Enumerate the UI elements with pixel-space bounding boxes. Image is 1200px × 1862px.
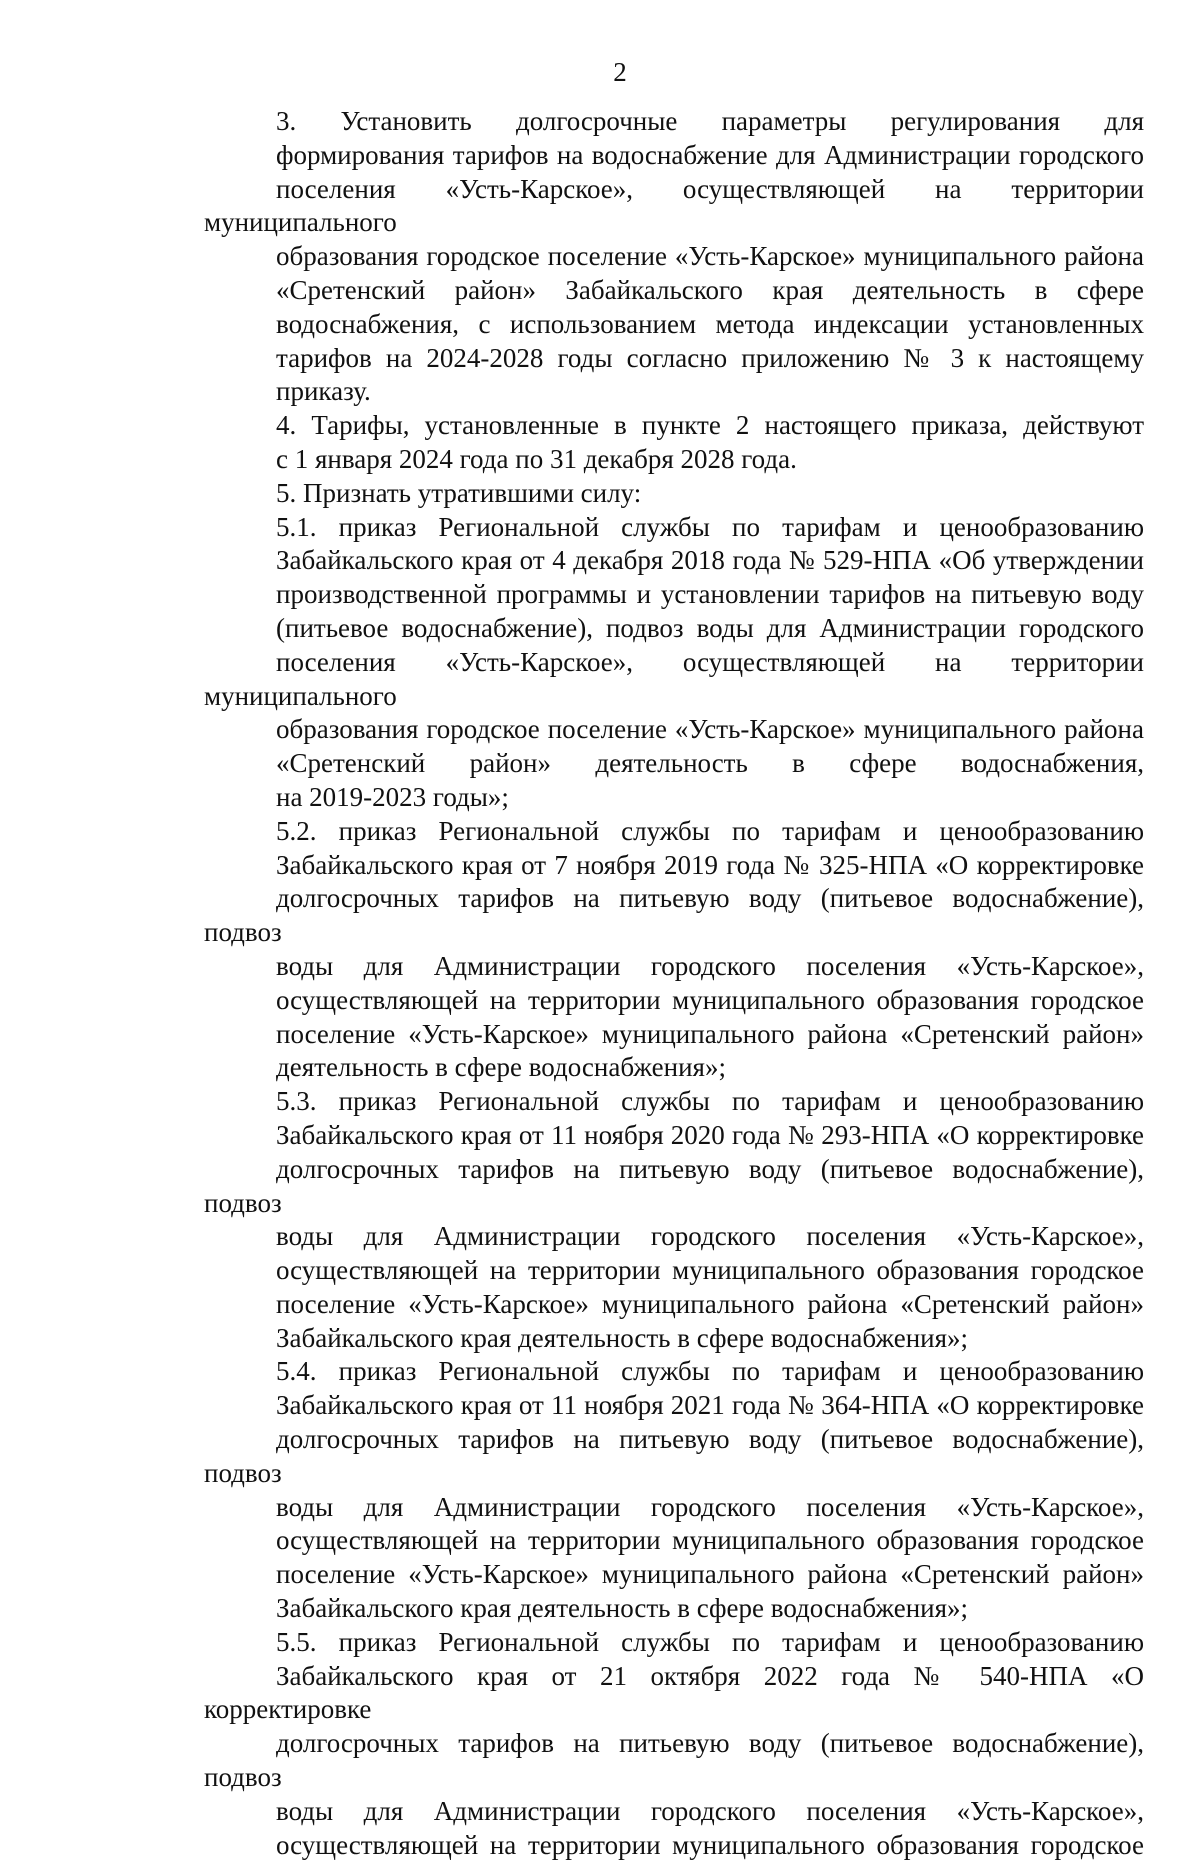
text-line: Забайкальского края деятельность в сфере водоснабжения»; [276, 1593, 969, 1624]
text-line: Забайкальского края деятельность в сфере водоснабжения»; [276, 1322, 969, 1353]
text-line: с 1 января 2024 года по 31 декабря 2028 года. [276, 443, 797, 474]
text-line: образования городское поселение «Усть-Карское» муниципального района [276, 714, 1144, 745]
text-line: образования городское поселение «Усть-Карское» муниципального района [276, 241, 1144, 272]
text-line: воды для Администрации городского поселения «Усть-Карское», [276, 1491, 1144, 1522]
text-line: Забайкальского края от 11 ноября 2021 года № 364-НПА «О корректировке [276, 1390, 1144, 1421]
text-line: поселение «Усть-Карское» муниципального района «Сретенский район» [276, 1559, 1144, 1590]
text-line: осуществляющей на территории муниципального образования городское [276, 1525, 1144, 1556]
clause-4 [204, 409, 1144, 477]
text-line: Забайкальского края от 7 ноября 2019 года № 325-НПА «О корректировке [276, 849, 1144, 880]
clause-5-4 [204, 1355, 1144, 1625]
text-line: 5.3. приказ Региональной службы по тарифам и ценообразованию [276, 1086, 1144, 1117]
text-line: поселения «Усть-Карское», осуществляющей на территории муниципального [204, 173, 1144, 238]
text-line: долгосрочных тарифов на питьевую воду (питьевое водоснабжение), подвоз [204, 1153, 1144, 1218]
text-line: 5.1. приказ Региональной службы по тарифам и ценообразованию [276, 511, 1144, 542]
text-line: приказу. [276, 376, 371, 407]
clause-5-3 [204, 1085, 1144, 1355]
text-line: деятельность в сфере водоснабжения»; [276, 1052, 726, 1083]
document-body [204, 105, 1144, 1862]
text-line: Забайкальского края от 4 декабря 2018 года № 529-НПА «Об утверждении [276, 545, 1144, 576]
text-line: 4. Тарифы, установленные в пункте 2 настоящего приказа, действуют [276, 410, 1144, 441]
text-line: «Сретенский район» деятельность в сфере водоснабжения, [276, 748, 1144, 779]
text-line: Забайкальского края от 11 ноября 2020 года № 293-НПА «О корректировке [276, 1119, 1144, 1150]
text-line: поселение «Усть-Карское» муниципального района «Сретенский район» [276, 1288, 1144, 1319]
clause-3 [204, 105, 1144, 409]
text-line: поселения «Усть-Карское», осуществляющей на территории муниципального [204, 646, 1144, 711]
text-line: долгосрочных тарифов на питьевую воду (питьевое водоснабжение), подвоз [204, 1728, 1144, 1793]
clause-5 [204, 477, 1144, 511]
text-line: водоснабжения, с использованием метода индексации установленных [276, 308, 1144, 339]
text-line: долгосрочных тарифов на питьевую воду (питьевое водоснабжение), подвоз [204, 1424, 1144, 1488]
text-line: поселение «Усть-Карское» муниципального района «Сретенский район» [276, 1018, 1144, 1049]
text-line: производственной программы и установлении тарифов на питьевую воду [276, 579, 1144, 610]
text-line: воды для Администрации городского поселения «Усть-Карское», [276, 1795, 1144, 1826]
text-line: осуществляющей на территории муниципального образования городское [276, 1829, 1144, 1860]
text-line: 5.5. приказ Региональной службы по тарифам и ценообразованию [276, 1626, 1144, 1657]
text-line: 5. Признать утратившими силу: [276, 477, 642, 508]
text-line: 5.2. приказ Региональной службы по тарифам и ценообразованию [276, 815, 1144, 846]
text-line: осуществляющей на территории муниципального образования городское [276, 984, 1144, 1015]
clause-5-2 [204, 815, 1144, 1085]
text-line: долгосрочных тарифов на питьевую воду (питьевое водоснабжение), подвоз [204, 883, 1144, 948]
text-line: 3. Установить долгосрочные параметры регулирования для [276, 106, 1144, 136]
text-line: 5.4. приказ Региональной службы по тарифам и ценообразованию [276, 1356, 1144, 1387]
text-line: Забайкальского края от 21 октября 2022 года № 540-НПА «О корректировке [204, 1660, 1144, 1725]
clause-5-5 [204, 1626, 1144, 1862]
text-line: тарифов на 2024-2028 годы согласно приложению № 3 к настоящему [276, 342, 1144, 373]
clause-5-1 [204, 511, 1144, 815]
text-line: осуществляющей на территории муниципального образования городское [276, 1255, 1144, 1286]
text-line: воды для Администрации городского поселения «Усть-Карское», [276, 1221, 1144, 1252]
text-line: на 2019-2023 годы»; [276, 781, 509, 812]
text-line: (питьевое водоснабжение), подвоз воды для Администрации городского [276, 612, 1144, 643]
text-line: формирования тарифов на водоснабжение для Администрации городского [276, 139, 1144, 170]
text-line: воды для Администрации городского поселения «Усть-Карское», [276, 950, 1144, 981]
page-number: 2 [613, 57, 627, 87]
text-line: «Сретенский район» Забайкальского края деятельность в сфере [276, 274, 1144, 305]
